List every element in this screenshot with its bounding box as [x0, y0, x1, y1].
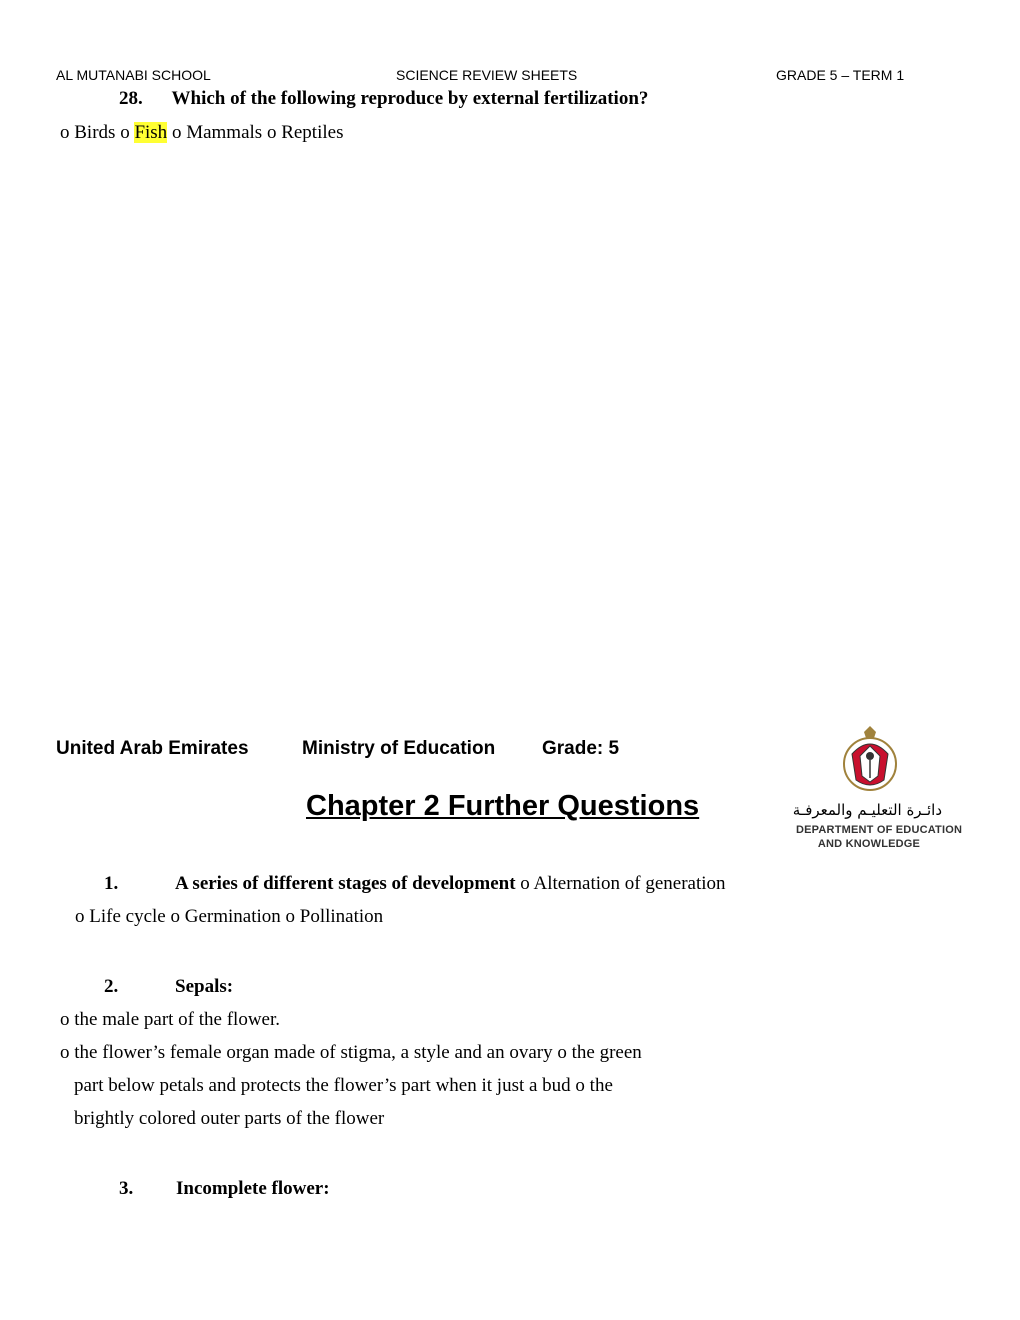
question-2 [104, 976, 233, 998]
chapter-title: Chapter 2 Further Questions [306, 790, 700, 822]
question-2-line-1: o the male part of the flower. [60, 1009, 281, 1030]
question-3 [119, 1178, 330, 1200]
grade-label: Grade: 5 [542, 738, 620, 759]
question-2-line-4: brightly colored outer parts of the flower [74, 1108, 385, 1129]
question-3-number: 3. [119, 1178, 134, 1199]
logo-arabic-text: دائـرة التعليـم والمعرفـة [792, 801, 942, 819]
option-bullet: o [60, 122, 70, 143]
question-2-line-2: o the flower’s female organ made of stigma, a style and an ovary o the green [60, 1042, 642, 1063]
option-bullet: o [171, 122, 182, 143]
logo-english-line2: AND KNOWLEDGE [817, 838, 921, 850]
header-grade-term: GRADE 5 – TERM 1 [776, 67, 905, 83]
question-1-option-line1: o Alternation of generation [520, 873, 726, 894]
question-3-text: Incomplete flower: [176, 1178, 330, 1199]
question-2-text: Sepals: [175, 976, 234, 997]
question-1-text: A series of different stages of development [175, 873, 516, 894]
question-1 [104, 873, 726, 895]
option-bullet: o [120, 122, 130, 143]
option-reptiles: Reptiles [281, 122, 344, 143]
question-2-number: 2. [104, 976, 119, 997]
falcon-emblem-icon [838, 724, 902, 796]
question-28-number: 28. [119, 88, 143, 109]
header-school: AL MUTANABI SCHOOL [56, 67, 211, 83]
ministry-label: Ministry of Education [302, 738, 496, 759]
question-28-options [60, 122, 343, 144]
logo-english-line1: DEPARTMENT OF EDUCATION [796, 824, 963, 836]
question-28-text: Which of the following reproduce by external fertilization? [171, 88, 649, 109]
option-bullet: o [266, 122, 277, 143]
question-1-number: 1. [104, 873, 119, 894]
option-mammals: Mammals [186, 122, 263, 143]
country-label: United Arab Emirates [56, 738, 249, 759]
option-fish: Fish [134, 122, 168, 143]
option-birds: Birds [74, 122, 116, 143]
question-28 [119, 88, 648, 110]
question-2-line-3: part below petals and protects the flower’s part when it just a bud o the [74, 1075, 613, 1096]
header-title: SCIENCE REVIEW SHEETS [396, 67, 578, 83]
emblem-logo [838, 724, 902, 796]
question-1-options-line2: o Life cycle o Germination o Pollination [75, 906, 384, 927]
